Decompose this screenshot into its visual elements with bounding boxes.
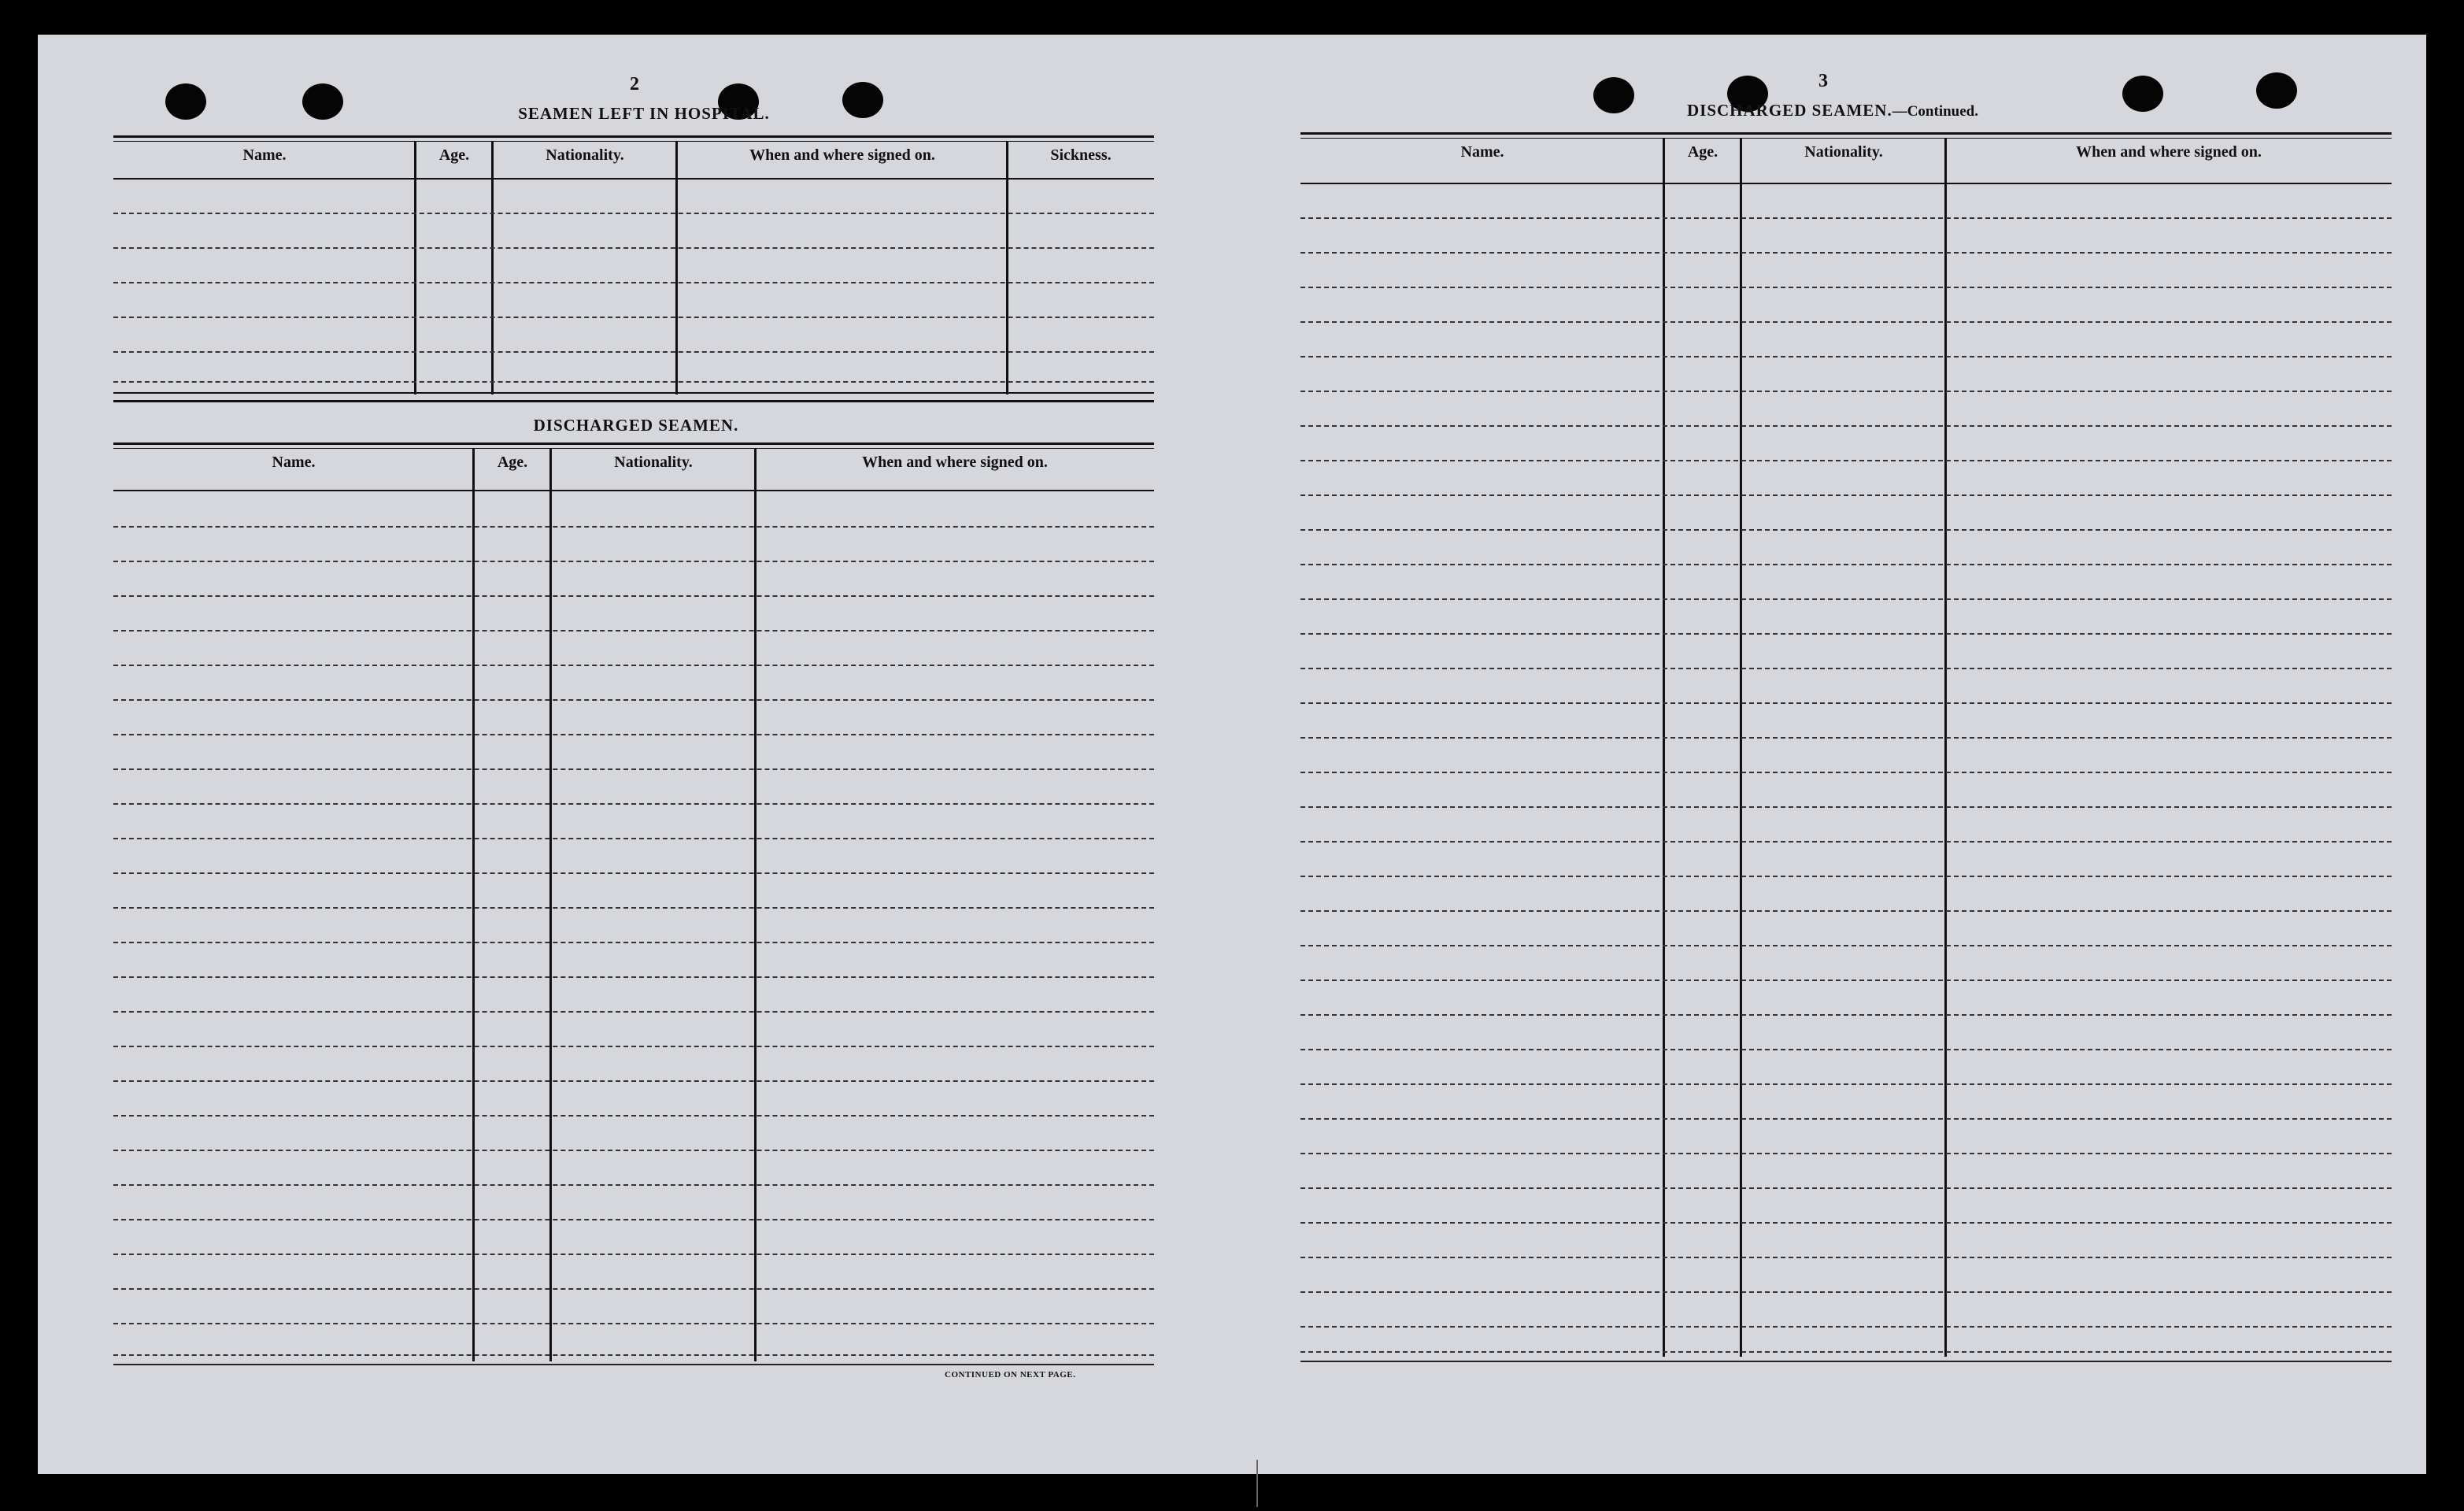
column-header-when-where: When and where signed on. [2076, 143, 2262, 161]
column-header-name: Name. [1460, 143, 1504, 161]
column-header-nationality: Nationality. [1804, 143, 1883, 161]
punch-hole [2256, 72, 2297, 109]
column-header-when-where: When and where signed on. [862, 454, 1048, 471]
hospital-table [113, 135, 1154, 441]
discharged-continued-title [1620, 101, 2045, 120]
column-header-nationality: Nationality. [614, 454, 693, 471]
punch-hole [165, 83, 206, 120]
page-fold [1256, 1460, 1258, 1507]
page-number-left: 2 [630, 74, 639, 94]
discharged-continued-title-suffix: —Continued. [1892, 103, 1978, 120]
column-header-name: Name. [242, 146, 287, 164]
hospital-section-title: SEAMEN LEFT IN HOSPITAL. [518, 104, 770, 123]
column-header-age: Age. [497, 454, 528, 471]
punch-hole [302, 83, 343, 120]
register-sheet [38, 35, 2426, 1474]
column-header-age: Age. [1687, 143, 1719, 161]
discharged-continued-title-main: DISCHARGED SEAMEN. [1687, 101, 1892, 120]
column-header-age: Age. [438, 146, 470, 164]
column-header-when-where: When and where signed on. [749, 146, 935, 164]
discharged-section-title: DISCHARGED SEAMEN. [533, 416, 739, 435]
column-header-name: Name. [272, 454, 316, 471]
discharged-table-right [1300, 132, 2392, 1408]
punch-hole [2122, 76, 2163, 112]
punch-hole [842, 82, 883, 118]
discharged-table-left [113, 443, 1154, 1402]
page-number-right: 3 [1818, 71, 1828, 91]
continued-footer: CONTINUED ON NEXT PAGE. [945, 1370, 1076, 1380]
column-header-sickness: Sickness. [1050, 146, 1112, 164]
column-header-nationality: Nationality. [546, 146, 624, 164]
